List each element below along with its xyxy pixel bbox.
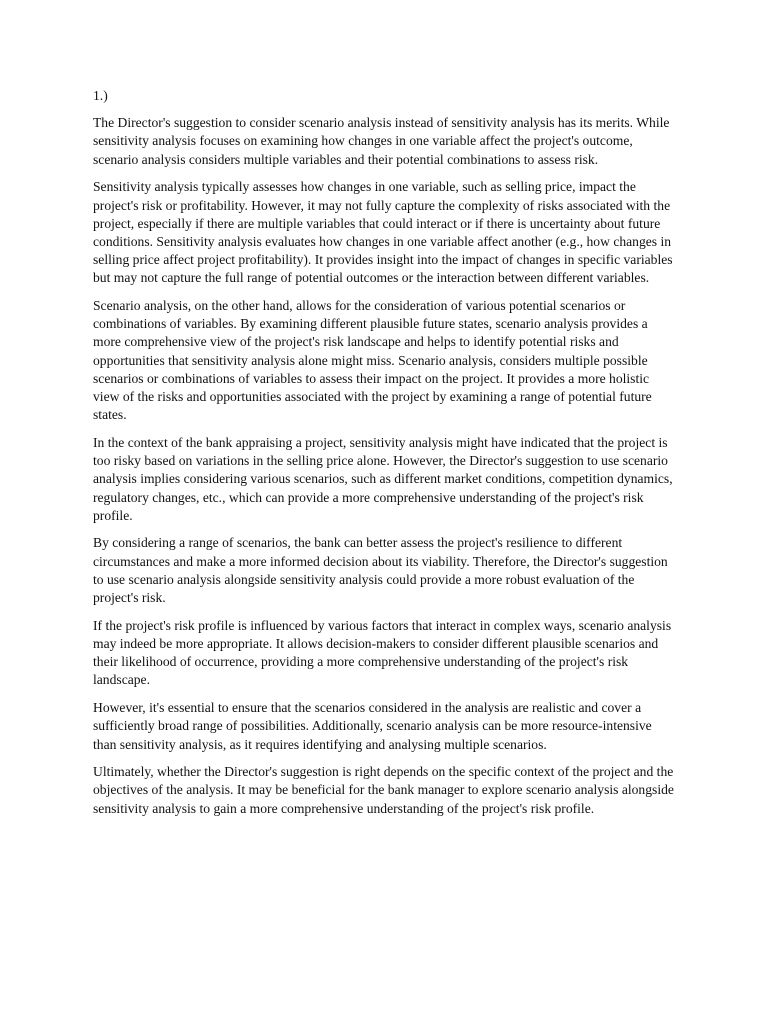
document-page	[93, 87, 678, 827]
paragraph-3: Scenario analysis, on the other hand, allows for the consideration of various potential scenarios or combinations of variables. By examining different plausible future states, scenario analysis provides a more comprehensive view of the project's risk landscape and helps to identify potential risks and opportunities that sensitivity analysis alone might miss. Scenario analysis, considers multiple possible scenarios or combinations of variables to assess their impact on the project. It provides a more holistic view of the risks and opportunities associated with the project by examining a range of potential future states.	[93, 298, 652, 423]
paragraph-2: Sensitivity analysis typically assesses how changes in one variable, such as selling price, impact the project's risk or profitability. However, it may not fully capture the complexity of risks associated with the project, especially if there are multiple variables that could interact or if there is uncertainty about future conditions. Sensitivity analysis evaluates how changes in one variable affect another (e.g., how changes in selling price affect project profitability). It provides insight into the impact of changes in specific variables but may not capture the full range of potential outcomes or the interaction between different variables.	[93, 179, 673, 286]
question-number: 1.)	[93, 88, 108, 103]
paragraph-8: Ultimately, whether the Director's suggestion is right depends on the specific context of the project and the objectives of the analysis. It may be beneficial for the bank manager to explore scenario analysis alongside sensitivity analysis to gain a more comprehensive understanding of the project's risk profile.	[93, 764, 674, 816]
paragraph-5: By considering a range of scenarios, the bank can better assess the project's resilience to different circumstances and make a more informed decision about its viability. Therefore, the Director's suggestion to use scenario analysis alongside sensitivity analysis could provide a more robust evaluation of the project's risk.	[93, 535, 668, 606]
paragraph-6: If the project's risk profile is influenced by various factors that interact in complex ways, scenario analysis may indeed be more appropriate. It allows decision-makers to consider different plausible scenarios and their likelihood of occurrence, providing a more comprehensive understanding of the project's risk landscape.	[93, 617, 672, 688]
paragraph-4: In the context of the bank appraising a project, sensitivity analysis might have indicated that the project is too risky based on variations in the selling price alone. However, the Director's suggestion to use scenario analysis implies considering various scenarios, such as different market conditions, competition dynamics, regulatory changes, etc., which can provide a more comprehensive understanding of the project's risk profile.	[93, 434, 673, 523]
paragraph-7: However, it's essential to ensure that the scenarios considered in the analysis are realistic and cover a sufficiently broad range of possibilities. Additionally, scenario analysis can be more resource-intensive than sensitivity analysis, as it requires identifying and analysing multiple scenarios.	[93, 700, 652, 752]
paragraph-1: The Director's suggestion to consider scenario analysis instead of sensitivity analysis has its merits. While sensitivity analysis focuses on examining how changes in one variable affect the project's outcome, scenario analysis considers multiple variables and their potential combinations to assess risk.	[93, 115, 670, 167]
